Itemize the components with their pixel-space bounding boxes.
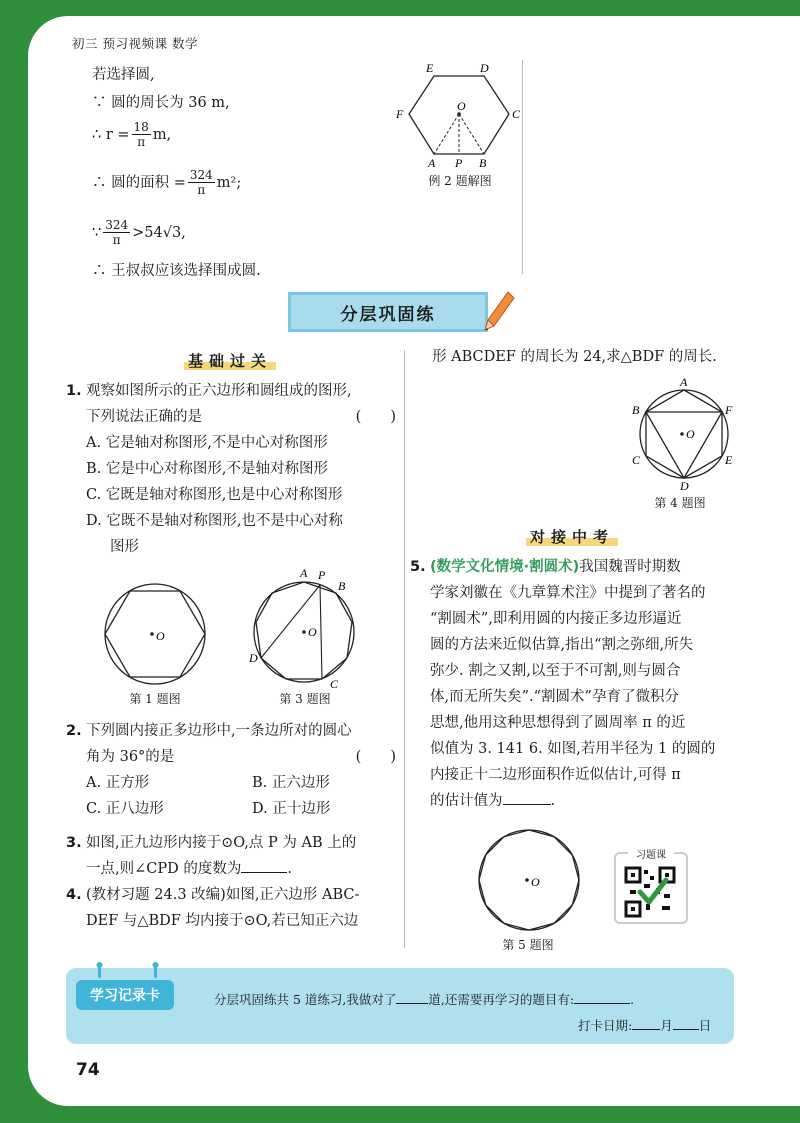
fig3-label-P: P	[318, 568, 326, 582]
q2-option-d: D. 正十边形	[252, 801, 331, 817]
question-2	[66, 718, 396, 822]
q1-answer-paren: ( )	[355, 409, 396, 425]
solution-r-unit: m,	[152, 126, 172, 143]
q2-text-line-2: 角为 36°的是	[86, 749, 175, 765]
fig3-label-D: D	[249, 651, 258, 665]
column-divider	[404, 350, 405, 948]
question-1	[66, 378, 396, 560]
q1-text-line-2: 下列说法正确的是	[86, 409, 202, 425]
label-C: C	[512, 107, 521, 121]
fig5-circle	[479, 830, 579, 930]
q2-answer-paren: ( )	[355, 749, 396, 765]
record-card-tag: 学习记录卡	[76, 980, 174, 1010]
record-month-blank[interactable]	[632, 1029, 660, 1030]
q5-line-5: 弥少. 割之又割,以至于不可割,则与圆合	[430, 663, 681, 679]
fig4-triangle-BDF	[646, 412, 722, 478]
solution-line-4	[92, 168, 241, 197]
solution-r-label: ∴ r =	[92, 126, 130, 143]
q4-text-line-3: 形 ABCDEF 的周长为 24,求△BDF 的周长.	[432, 349, 717, 365]
figure-4-caption: 第 4 题图	[654, 496, 706, 510]
page-number: 74	[76, 1060, 100, 1080]
q2-number: 2.	[66, 723, 82, 739]
fig1-hexagon	[105, 591, 205, 677]
fig4-label-A: A	[680, 375, 688, 389]
solution-line-3	[92, 120, 171, 149]
figure-5-caption: 第 5 题图	[502, 938, 554, 952]
pencil-icon	[482, 290, 516, 334]
q2-option-a: A. 正方形	[86, 775, 150, 791]
solution-area-unit: m²;	[216, 174, 242, 191]
question-5: 5. (数学文化情境·割圆术)我国魏晋时期数 学家刘徽在《九章算术注》中提到了著名的 “割圆术”,即利用圆的内接正多边形逼近 圆的方法来近似估算,指出“割之弥细,所失 弥少. 割之又割,以至于不可割,则与圆合 体,而无所失矣”.“割圆术”孕育了微积分 思想,他用这种思想得到了圆周率 π 的近 似值为 3. 141 6. 如图,若用半径为 1 的圆的 内接正十二边形面积作近似估计,可得 π 的估计值为 .	[410, 554, 740, 814]
fig4-label-D: D	[680, 479, 689, 492]
record-review-blank[interactable]	[574, 1003, 630, 1004]
fig4-center-dot	[680, 432, 684, 436]
fig4-label-C: C	[632, 453, 641, 467]
q4-text-line-1: (教材习题 24.3 改编)如图,正六边形 ABC-	[86, 887, 360, 903]
q2-option-c: C. 正八边形	[86, 801, 164, 817]
fig3-label-B: B	[338, 579, 346, 593]
q5-number: 5.	[410, 559, 426, 575]
fig4-label-F: F	[725, 403, 733, 417]
figure-4	[626, 372, 736, 492]
basics-title: 基础过关	[184, 350, 276, 371]
fraction-compare: $\frac{324}{\pi}$	[105, 218, 129, 247]
q5-line-1: 我国魏晋时期数	[579, 559, 681, 575]
q5-answer-blank[interactable]	[503, 804, 551, 805]
label-D: D	[480, 61, 489, 75]
q1-option-d-cont: 图形	[110, 539, 139, 555]
record-day-blank[interactable]	[673, 1029, 699, 1030]
fig1-label-O: O	[156, 629, 165, 643]
q3-text-line-2: 一点,则∠CPD 的度数为	[86, 861, 242, 877]
fig1-center-dot	[150, 632, 154, 636]
solution-area-label: ∴ 圆的面积 =	[92, 174, 186, 191]
radius-OB	[459, 114, 484, 154]
label-A: A	[428, 156, 436, 170]
record-date: 打卡日期: 月 日	[578, 1018, 712, 1033]
record-card-pins-icon	[94, 962, 164, 980]
fig4-hexagon	[646, 390, 722, 478]
q1-option-d: D. 它既不是轴对称图形,也不是中心对称	[86, 513, 343, 529]
q4-text-line-2: DEF 与△BDF 均内接于⊙O,若已知正六边	[86, 913, 359, 929]
figure-5	[474, 826, 584, 934]
fig4-label-E: E	[725, 453, 733, 467]
q1-option-c: C. 它既是轴对称图形,也是中心对称图形	[86, 487, 343, 503]
solution-line-2: ∵ 圆的周长为 36 m,	[92, 95, 230, 111]
example2-figure-caption: 例 2 题解图	[428, 174, 492, 188]
label-B: B	[479, 156, 487, 170]
q1-option-b: B. 它是中心对称图形,不是轴对称图形	[86, 461, 328, 477]
q5-line-9: 内接正十二边形面积作近似估计,可得 π	[430, 767, 681, 783]
fig4-circle	[640, 390, 728, 478]
because-symbol: ∵	[92, 224, 102, 241]
fig3-label-A: A	[300, 566, 308, 580]
qr-code-label: 习题课	[628, 846, 674, 860]
q3-number: 3.	[66, 835, 82, 851]
section-banner-title: 分层巩固练	[340, 304, 436, 325]
figure-3-caption: 第 3 题图	[279, 692, 331, 706]
q2-text-line-1: 下列圆内接正多边形中,一条边所对的圆心	[86, 723, 352, 739]
figure-1-caption: 第 1 题图	[129, 692, 181, 706]
exam-title: 对接中考	[526, 526, 618, 547]
question-4	[66, 882, 396, 934]
fraction-r: $\frac{18}{\pi}$	[133, 120, 149, 149]
q5-line-7: 思想,他用这种思想得到了圆周率 π 的近	[430, 715, 686, 731]
record-summary: 分层巩固练共 5 道练习,我做对了 道,还需要再学习的题目有: .	[214, 992, 635, 1007]
qr-code-card[interactable]	[614, 852, 688, 924]
page-header: 初三 预习视频课 数学	[72, 36, 198, 51]
label-P: P	[455, 156, 463, 170]
q1-option-a: A. 它是轴对称图形,不是中心对称图形	[86, 435, 328, 451]
fraction-area: $\frac{324}{\pi}$	[189, 168, 213, 197]
solution-line-6: ∴ 王叔叔应该选择围成圆.	[92, 263, 261, 279]
q3-text-line-1: 如图,正九边形内接于⊙O,点 P 为 AB 上的	[86, 835, 357, 851]
q5-line-8: 似值为 3. 141 6. 如图,若用半径为 1 的圆的	[430, 741, 716, 757]
q5-line-6: 体,而无所失矣”.“割圆术”孕育了微积分	[430, 689, 679, 705]
fig3-line-PC	[320, 585, 322, 679]
q5-line-4: 圆的方法来近似估算,指出“割之弥细,所失	[430, 637, 694, 653]
label-O: O	[457, 99, 466, 113]
q1-text-line-1: 观察如图所示的正六边形和圆组成的图形,	[86, 383, 352, 399]
qr-code-icon	[616, 854, 686, 922]
fig3-center-dot	[302, 630, 306, 634]
fig4-label-O: O	[686, 427, 695, 441]
compare-text: >54√3,	[132, 224, 186, 241]
q3-answer-blank[interactable]	[241, 872, 287, 873]
fig3-label-O: O	[308, 625, 317, 639]
question-3: 3. 如图,正九边形内接于⊙O,点 P 为 AB 上的 一点,则∠CPD 的度数为 .	[66, 830, 396, 882]
solution-line-5	[92, 218, 186, 247]
fig5-center-dot	[525, 878, 529, 882]
q2-option-b: B. 正六边形	[252, 775, 330, 791]
figure-1	[100, 582, 210, 686]
fig3-label-C: C	[330, 677, 339, 690]
example2-hexagon-figure	[394, 58, 524, 170]
q5-line-3: “割圆术”,即利用圆的内接正多边形逼近	[430, 611, 682, 627]
q4-number: 4.	[66, 887, 82, 903]
q5-tag: (数学文化情境·割圆术)	[430, 559, 580, 575]
fig1-circle	[105, 584, 205, 684]
label-F: F	[396, 107, 404, 121]
label-E: E	[426, 61, 434, 75]
q1-number: 1.	[66, 383, 82, 399]
solution-line-1: 若选择圆,	[92, 67, 155, 83]
q5-line-2: 学家刘徽在《九章算术注》中提到了著名的	[430, 585, 706, 601]
radius-OA	[434, 114, 459, 154]
record-correct-blank[interactable]	[396, 1003, 428, 1004]
section-banner	[288, 292, 488, 332]
fig5-label-O: O	[531, 875, 540, 889]
q5-line-10: 的估计值为	[430, 793, 503, 809]
fig4-label-B: B	[632, 403, 640, 417]
figure-3	[246, 566, 364, 690]
